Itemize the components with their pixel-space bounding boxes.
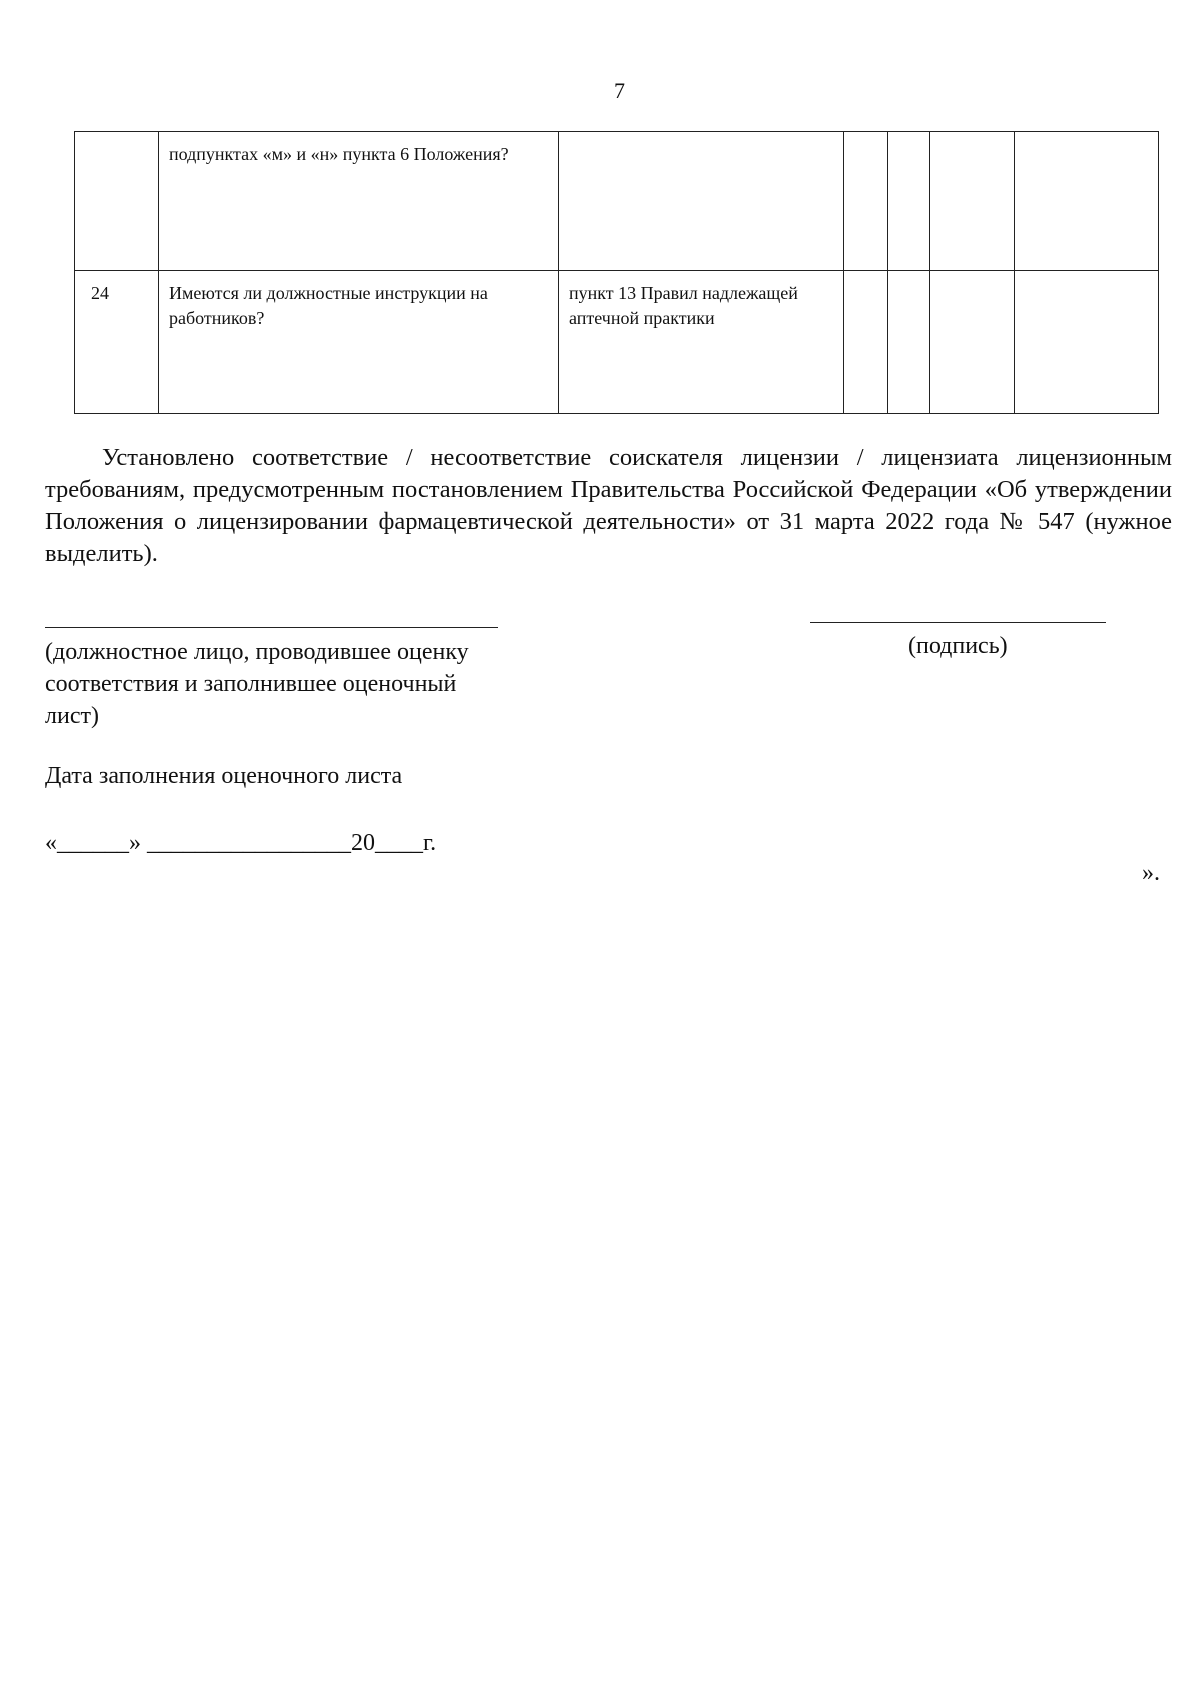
official-signature-line (45, 627, 498, 628)
date-fill-line: «______» _________________20____г. (45, 830, 437, 856)
evaluation-table (74, 131, 1159, 414)
comment-cell (1015, 132, 1159, 271)
answer-yes-cell (844, 132, 888, 271)
answer-no-cell (888, 132, 930, 271)
comment-cell (1015, 271, 1159, 414)
table-row (75, 271, 1159, 414)
signature-caption: (подпись) (908, 633, 1008, 659)
not-applicable-cell (930, 271, 1015, 414)
table-row (75, 132, 1159, 271)
row-number-cell (75, 132, 159, 271)
question-cell: подпунктах «м» и «н» пункта 6 Положения? (159, 132, 559, 271)
date-label: Дата заполнения оценочного листа (45, 763, 403, 789)
answer-no-cell (888, 271, 930, 414)
signature-line (810, 622, 1106, 623)
row-number-cell: 24 (75, 271, 159, 414)
closing-quote: ». (1142, 860, 1160, 886)
page-number: 7 (614, 78, 625, 103)
reference-cell: пункт 13 Правил надлежащей аптечной практики (559, 271, 844, 414)
answer-yes-cell (844, 271, 888, 414)
conclusion-paragraph: Установлено соответствие / несоответствие соискателя лицензии / лицензиата лицензионным требованиям, предусмотренным постановлением Правительства Российской Федерации «Об утверждении Положения о лицензировании фармацевтической деятельности» от 31 марта 2022 года № 547 (нужное выделить). (45, 444, 1172, 567)
question-cell: Имеются ли должностные инструкции на работников? (159, 271, 559, 414)
official-caption: (должностное лицо, проводившее оценку соответствия и заполнившее оценочный лист) (45, 639, 469, 729)
reference-cell (559, 132, 844, 271)
not-applicable-cell (930, 132, 1015, 271)
